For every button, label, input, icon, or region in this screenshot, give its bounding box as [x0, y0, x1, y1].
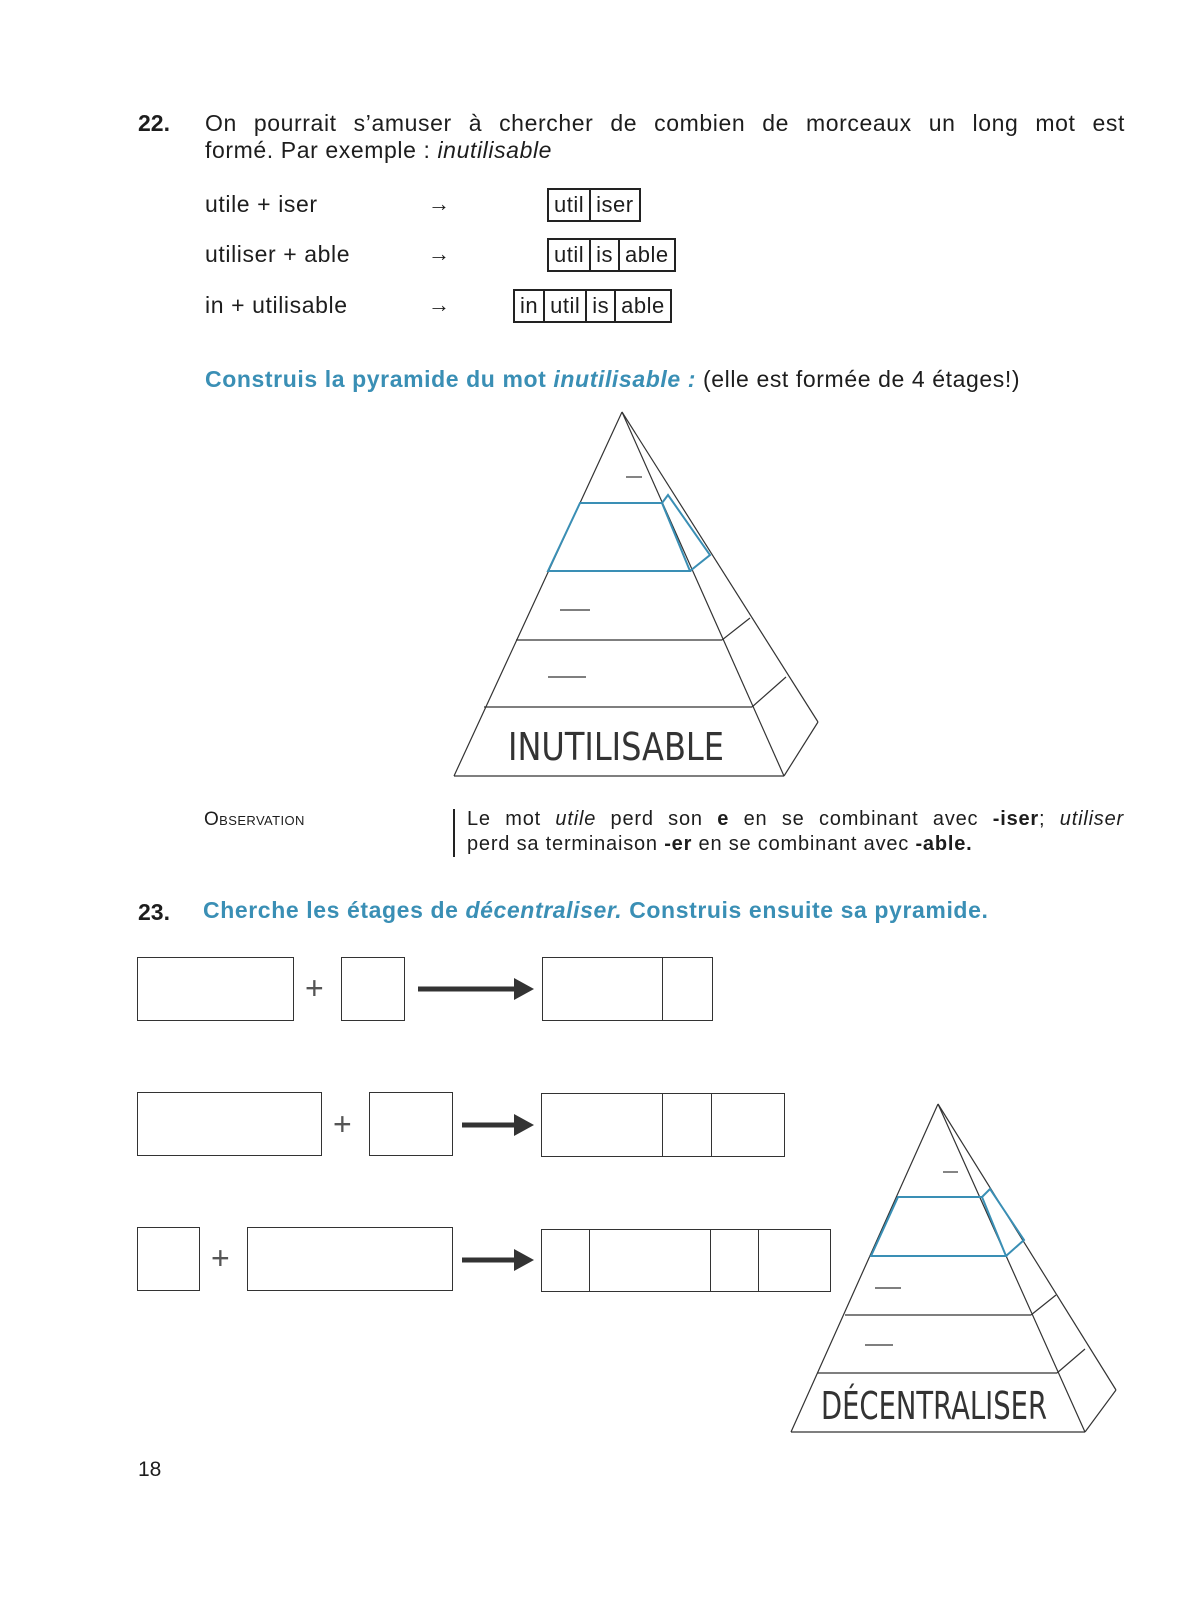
- segmented-word-2: [547, 238, 676, 272]
- segmented-word-3: [513, 289, 672, 323]
- observation-run: -able.: [915, 833, 973, 855]
- observation-line-1: [467, 807, 1124, 832]
- arrow-icon: →: [428, 241, 450, 266]
- observation-label: Observation: [204, 809, 305, 830]
- intro-example-word: inutilisable: [437, 137, 553, 163]
- arrow-right-icon: [455, 1242, 540, 1278]
- decomposition-left-1: utile + iser: [205, 191, 318, 217]
- instruction-text: Cherche les étages de: [203, 897, 466, 923]
- pyramid-base-word: DÉCENTRALISER: [821, 1384, 1047, 1428]
- observation-text: [467, 807, 1124, 857]
- arrow-icon: →: [428, 191, 450, 216]
- intro-text: formé. Par exemple :: [205, 137, 438, 163]
- segment: able: [618, 240, 674, 270]
- pyramid-edge: [791, 1104, 938, 1432]
- segment: is: [589, 240, 618, 270]
- observation-run: perd son: [596, 808, 718, 830]
- floor-line: [722, 618, 750, 640]
- floor-line: [1031, 1295, 1056, 1315]
- segmented-word-1: [547, 188, 641, 222]
- instruction-text-2: Construis ensuite sa pyramide.: [622, 897, 989, 923]
- observation-run: -iser: [992, 808, 1040, 830]
- arrow-right-icon: [455, 1107, 540, 1143]
- instruction-word: inutilisable :: [553, 366, 696, 392]
- observation-line-2: [467, 832, 1124, 857]
- answer-box[interactable]: [541, 1229, 590, 1292]
- segment: in: [520, 293, 539, 318]
- segment: util: [554, 242, 585, 267]
- observation-bar: [453, 809, 455, 857]
- observation-run: ;: [1039, 808, 1060, 830]
- answer-box[interactable]: [662, 1093, 712, 1157]
- highlighted-floor: [871, 1189, 1024, 1256]
- pyramid-edge: [1085, 1390, 1116, 1432]
- answer-box[interactable]: [711, 1093, 785, 1157]
- pyramid-edge: [938, 1104, 1116, 1390]
- answer-box[interactable]: [341, 957, 405, 1021]
- arrow-right-icon: [410, 970, 540, 1006]
- decomposition-left-2: utiliser + able: [205, 241, 351, 267]
- floor-front: [548, 503, 690, 571]
- plus-sign: +: [305, 970, 324, 1006]
- pyramid-edge: [622, 412, 818, 722]
- answer-box[interactable]: [662, 957, 713, 1021]
- segment: iser: [589, 190, 638, 220]
- answer-box[interactable]: [369, 1092, 453, 1156]
- pyramid-edge: [784, 722, 818, 776]
- instruction-text: Construis la pyramide du mot: [205, 366, 554, 392]
- observation-run: perd sa terminaison: [467, 833, 665, 855]
- answer-box[interactable]: [137, 1227, 200, 1291]
- highlighted-floor: [548, 495, 710, 571]
- floor-front: [871, 1197, 1006, 1256]
- instruction-note: (elle est formée de 4 étages!): [696, 366, 1021, 392]
- segment: able: [614, 291, 670, 321]
- observation-run: utile: [555, 808, 597, 830]
- plus-sign: +: [211, 1240, 230, 1276]
- exercise-22-intro-line2: [205, 137, 552, 164]
- floor-line: [752, 677, 786, 707]
- segment: util: [543, 291, 585, 321]
- pyramid-edge: [622, 412, 784, 776]
- pyramid-decentraliser: [780, 1095, 1125, 1440]
- exercise-22-instruction: [205, 366, 1020, 393]
- pyramid-base-word: INUTILISABLE: [508, 725, 724, 769]
- observation-run: -er: [664, 833, 693, 855]
- observation-run: e: [717, 808, 730, 830]
- pyramid-edge: [454, 412, 622, 776]
- floor-line: [1057, 1349, 1085, 1373]
- instruction-word: décentraliser.: [465, 897, 623, 923]
- exercise-22-intro-line1: On pourrait s’amuser à chercher de combien de morceaux un long mot est: [205, 110, 1125, 136]
- exercise-23-number: 23.: [138, 899, 170, 925]
- exercise-23-instruction: [203, 897, 988, 924]
- answer-box[interactable]: [710, 1229, 759, 1292]
- floor-side: [982, 1189, 1024, 1256]
- observation-run: en se combinant avec: [692, 833, 916, 855]
- exercise-22-number: 22.: [138, 110, 170, 136]
- answer-box[interactable]: [137, 1092, 322, 1156]
- observation-run: en se combinant avec: [729, 808, 993, 830]
- answer-box[interactable]: [589, 1229, 711, 1292]
- segment: is: [585, 291, 614, 321]
- answer-box[interactable]: [542, 957, 663, 1021]
- decomposition-left-3: in + utilisable: [205, 292, 348, 318]
- observation-run: utiliser: [1059, 808, 1124, 830]
- answer-box[interactable]: [541, 1093, 663, 1157]
- pyramid-inutilisable: [440, 405, 840, 785]
- segment: util: [554, 192, 585, 217]
- observation-run: Le mot: [467, 808, 556, 830]
- answer-box[interactable]: [247, 1227, 453, 1291]
- pyramid-edge: [938, 1104, 1085, 1432]
- page-number: 18: [138, 1458, 162, 1481]
- arrow-icon: →: [428, 292, 450, 317]
- plus-sign: +: [333, 1106, 352, 1142]
- answer-box[interactable]: [137, 957, 294, 1021]
